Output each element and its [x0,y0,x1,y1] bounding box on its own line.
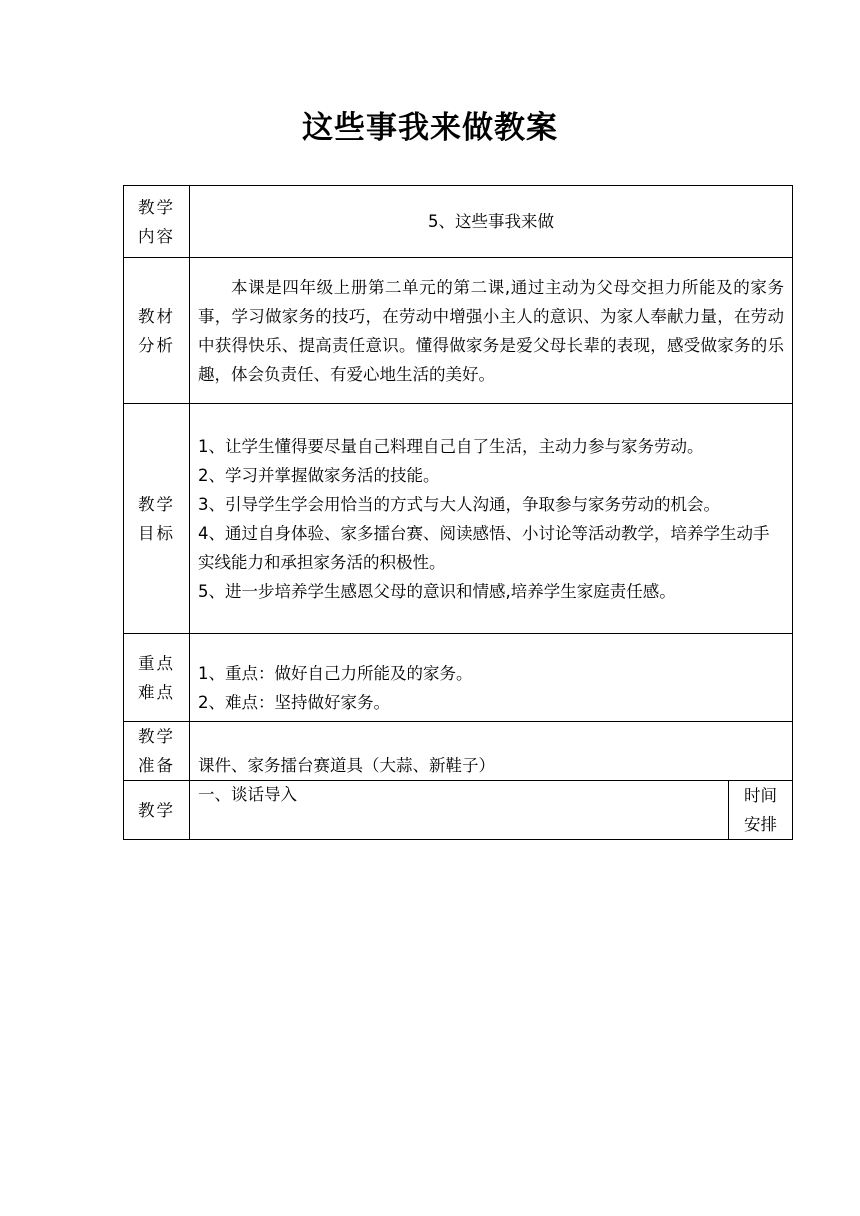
teaching-content-value: 5、这些事我来做 [190,186,793,258]
row-teaching-content [124,186,793,258]
preparation-cell [190,722,793,781]
label-teaching-goals [124,404,190,634]
goal-item: 2、学习并掌握做家务活的技能。 [198,465,440,485]
preparation-text: 课件、家务擂台赛道具（大蒜、新鞋子） [198,756,495,775]
label-line: 教学 [138,727,175,746]
label-teaching-process: 教学 [124,781,190,840]
goal-item: 3、引导学生学会用恰当的方式与大人沟通，争取参与家务劳动的机会。 [198,494,720,514]
row-teaching-goals [124,404,793,634]
row-teaching-process [124,781,793,840]
label-line: 准备 [138,756,175,775]
label-preparation [124,722,190,781]
label-line: 教材 [138,306,175,326]
material-analysis-text: 本课是四年级上册第二单元的第二课,通过主动为父母交担力所能及的家务事，学习做家务的技巧，在劳动中增强小主人的意识、为家人奉献力量，在劳动中获得快乐、提高责任意识。懂得做家务是爱父母长辈的表现，感受做家务的乐趣，体会负责任、有爱心地生活的美好。 [198,277,784,384]
time-header-line: 时间 [744,786,777,805]
teaching-goals-cell [190,404,793,634]
page-title: 这些事我来做教案 [302,110,558,146]
label-line: 分析 [138,335,175,355]
key-points-cell [190,634,793,722]
label-material-analysis [124,258,190,404]
process-step: 一、谈话导入 [190,781,729,840]
label-line: 教学 [138,494,175,514]
material-analysis-cell [190,258,793,404]
label-teaching-content [124,186,190,258]
label-line: 目标 [138,523,175,543]
time-header-line: 安排 [744,815,777,834]
row-key-points [124,634,793,722]
label-line: 难点 [138,682,175,702]
row-preparation [124,722,793,781]
goal-item: 1、让学生懂得要尽量自己料理自己自了生活，主动力参与家务劳动。 [198,436,704,456]
key-point-item: 1、重点：做好自己力所能及的家务。 [198,664,473,683]
label-line: 内容 [138,226,175,246]
row-material-analysis [124,258,793,404]
label-line: 重点 [138,653,175,673]
key-point-item: 2、难点：坚持做好家务。 [198,693,390,712]
goal-item: 5、进一步培养学生感恩父母的意识和情感,培养学生家庭责任感。 [198,581,676,601]
time-arrangement-header [729,781,793,840]
label-key-points [124,634,190,722]
goal-item: 4、通过自身体验、家多擂台赛、阅读感悟、小讨论等活动教学，培养学生动手实线能力和承担家务活的积极性。 [198,523,770,572]
label-line: 教学 [138,197,175,217]
lesson-plan-table [123,185,793,840]
